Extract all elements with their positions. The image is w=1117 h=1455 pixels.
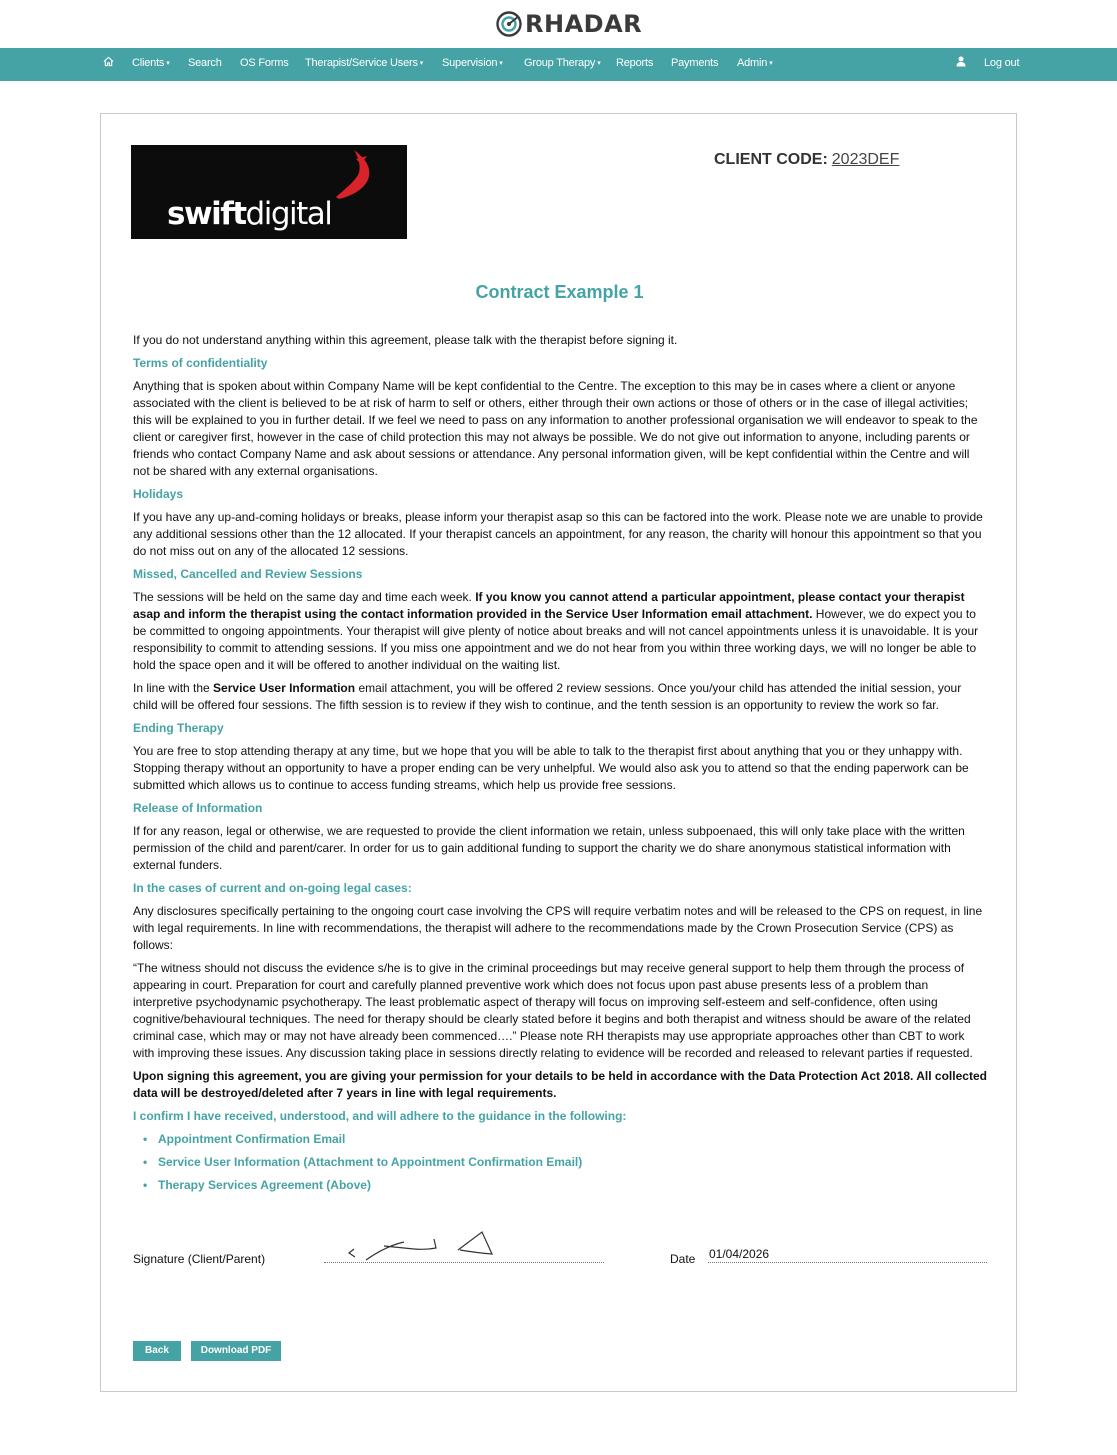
missed-text-start: The sessions will be held on the same day and time each week. <box>133 590 476 604</box>
signature-drawing <box>346 1222 496 1262</box>
chevron-down-icon: ▾ <box>419 60 424 67</box>
contract-panel <box>100 113 1017 1392</box>
nav-os-forms-label: OS Forms <box>240 57 289 69</box>
back-button[interactable]: Back <box>133 1341 181 1361</box>
holidays-text: If you have any up-and-coming holidays or breaks, please inform your therapist asap so this can be factored into the work. Please note we are unable to provide any additional sessions other than the 12 allocated. If your therapist cancels an appointment, for any reason, the charity will honour this appointment so that you do not miss out on any of the allocated 12 sessions. <box>133 510 983 558</box>
bullet: • <box>143 1132 148 1146</box>
nav-search[interactable] <box>188 48 222 81</box>
signature-row <box>133 1214 993 1274</box>
nav-clients[interactable] <box>132 48 170 81</box>
guidance-item-label: Service User Information (Attachment to Appointment Confirmation Email) <box>158 1155 583 1169</box>
user-icon-link[interactable] <box>956 48 966 81</box>
user-icon <box>956 56 966 67</box>
nav-payments[interactable] <box>671 48 718 81</box>
client-code-label: CLIENT CODE: <box>714 151 828 168</box>
chevron-down-icon: ▾ <box>166 60 170 67</box>
section-heading-ending-therapy: Ending Therapy <box>133 721 224 735</box>
nav-admin-label: Admin <box>737 57 768 69</box>
guidance-item-label: Therapy Services Agreement (Above) <box>158 1178 371 1192</box>
review-text-end: email attachment, you will be offered 2 review sessions. Once you/your child has attended the initial session, your child will be offered four sessions. The fifth session is to review if they wish to continue, and the tenth session is an opportunity to review the work so far. <box>133 681 962 712</box>
signature-field[interactable] <box>324 1262 604 1263</box>
bullet: • <box>143 1178 148 1192</box>
date-label: Date <box>670 1252 696 1266</box>
missed-sessions-text <box>133 589 989 674</box>
nav-reports-label: Reports <box>616 57 654 69</box>
download-pdf-button[interactable]: Download PDF <box>191 1341 281 1361</box>
logout-link[interactable]: Log out <box>984 57 1020 69</box>
signature-label: Signature (Client/Parent) <box>133 1252 266 1266</box>
nav-os-forms[interactable] <box>240 48 289 81</box>
document-title: Contract Example 1 <box>475 282 644 302</box>
review-text-start: In line with the <box>133 681 214 695</box>
confirm-heading: I confirm I have received, understood, and will adhere to the guidance in the following: <box>133 1109 627 1123</box>
nav-admin[interactable] <box>737 48 773 81</box>
contract-body <box>133 332 989 1200</box>
section-heading-missed-sessions: Missed, Cancelled and Review Sessions <box>133 567 363 581</box>
client-code-value[interactable]: 2023DEF <box>831 151 900 168</box>
top-bar <box>0 0 1117 48</box>
release-information-text: If for any reason, legal or otherwise, we are requested to provide the client information we retain, unless subpoenaed, this will only take place with the written permission of the child and parent/carer. In order for us to gain additional funding to support the charity we do share anonymous statistical information with external funders. <box>133 824 965 872</box>
section-heading-confidentiality: Terms of confidentiality <box>133 356 268 370</box>
list-item <box>143 1154 989 1171</box>
brand-logo[interactable] <box>496 9 642 39</box>
radar-logo-icon <box>496 11 522 37</box>
nav-group-therapy[interactable] <box>524 48 601 81</box>
cps-quote-text: “The witness should not discuss the evidence s/he is to give in the criminal proceedings but may receive general support to help them through the process of appearing in court. Preparation for court and carefully planned preventive work which does not focus upon past abuse presents less of a problem than interpretive psychodynamic psychotherapy. The least problematic aspect of therapy will focus on improving self-esteem and self-confidence, often using cognitive/behavioural techniques. The need for therapy should be clearly stated before it begins and both therapist and witness should be aware of the related criminal case, which may or may not have already been commenced….” Please note RH therapists may use appropriate approaches other than CBT to work with improving these issues. Any discussion taking place in sessions directly relating to evidence will be recorded and released to relevant parties if requested. <box>133 961 973 1060</box>
review-sessions-text <box>133 680 989 714</box>
data-protection-consent: Upon signing this agreement, you are giving your permission for your details to be held in accordance with the Data Protection Act 2018. All collected data will be destroyed/deleted after 7 years in line with legal requirements. <box>133 1069 987 1100</box>
list-item <box>143 1131 989 1148</box>
logo-word-bold: swift <box>167 196 246 232</box>
missed-text-end: However, we do expect you to be committed to ongoing appointments. Your therapist will give plenty of notice about breaks and will not cancel appointments unless it is unavoidable. It is your responsibility to commit to attending sessions. If you miss one appointment and we do not hear from you within three working days, we will no longer be able to hold the space open and it will be offered to another individual on the waiting list. <box>133 607 979 672</box>
client-code <box>714 151 899 169</box>
bullet: • <box>143 1155 148 1169</box>
chevron-down-icon: ▾ <box>769 60 773 67</box>
logo-word-light: digital <box>245 196 332 232</box>
nav-search-label: Search <box>188 57 222 69</box>
ending-therapy-text: You are free to stop attending therapy at any time, but we hope that you will be able to talk to the therapist first about anything that you or they unhappy with. Stopping therapy without an opportunity to have a proper ending can be very unhelpful. We would also ask you to attend so that the ending paperwork can be submitted which allows us to continue to access funding streams, which help us provide free sessions. <box>133 744 969 792</box>
nav-reports[interactable] <box>616 48 653 81</box>
chevron-down-icon: ▾ <box>499 60 503 67</box>
section-heading-holidays: Holidays <box>133 487 184 501</box>
swift-digital-logo <box>131 145 407 239</box>
guidance-item-label: Appointment Confirmation Email <box>158 1132 346 1146</box>
brand-name: RHADAR <box>525 10 643 38</box>
nav-supervision-label: Supervision <box>442 57 498 69</box>
intro-text: If you do not understand anything within this agreement, please talk with the therapist before signing it. <box>133 333 678 347</box>
nav-home[interactable] <box>103 48 114 81</box>
nav-therapist-label: Therapist/Service Users <box>305 57 418 69</box>
date-value: 01/04/2026 <box>709 1247 770 1261</box>
review-text-bold: Service User Information <box>213 681 356 695</box>
list-item <box>143 1177 989 1194</box>
date-field[interactable] <box>708 1262 987 1263</box>
nav-payments-label: Payments <box>671 57 719 69</box>
main-nav <box>0 48 1117 81</box>
confidentiality-text: Anything that is spoken about within Company Name will be kept confidential to the Centre. The exception to this may be in cases where a client or anyone associated with the client is believed to be at risk of harm to self or others, either through their own actions or those of others or in the case of illegal activities; this will be explained to you in further detail. If we feel we need to pass on any information to another professional organisation we will endeavor to speak to the client or caregiver first, however in the case of child protection this may not always be possible. We do not give out information to anyone, including parents or friends who contact Company Name and ask about sessions or attendance. Any personal information given, will be kept confidential within the Centre and will not be shared with any external organisations. <box>133 379 978 478</box>
nav-clients-label: Clients <box>132 57 165 69</box>
nav-supervision[interactable] <box>442 48 503 81</box>
section-heading-legal-cases: In the cases of current and on-going legal cases: <box>133 881 412 895</box>
legal-cases-text: Any disclosures specifically pertaining to the ongoing court case involving the CPS will require verbatim notes and will be released to the CPS on request, in line with legal requirements. In line with recommendations, the therapist will adhere to the recommendations made by the Crown Prosecution Service (CPS) as follows: <box>133 904 983 952</box>
missed-text-bold: If you know you cannot attend a particular appointment, please contact your therapist asap and inform the therapist using the contact information provided in the Service User Information email attachment. <box>133 590 965 621</box>
home-icon <box>103 56 114 67</box>
guidance-list <box>133 1131 989 1194</box>
nav-group-therapy-label: Group Therapy <box>524 57 596 69</box>
logo-wordmark <box>167 196 331 232</box>
nav-therapist-service-users[interactable] <box>305 48 423 81</box>
chevron-down-icon: ▾ <box>597 60 601 67</box>
section-heading-release-information: Release of Information <box>133 801 263 815</box>
